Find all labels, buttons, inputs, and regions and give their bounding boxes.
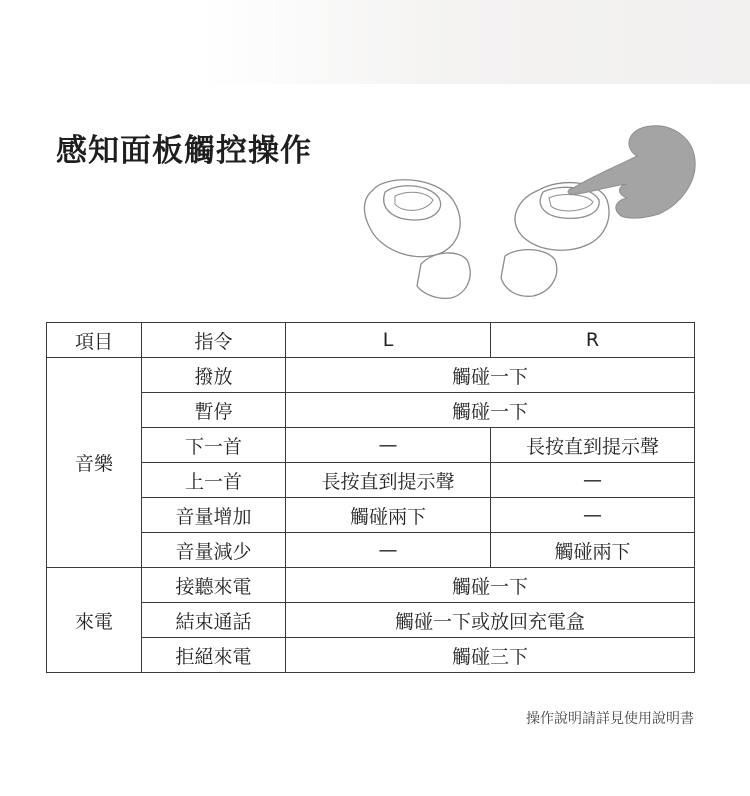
right-action-cell: — [491,463,695,498]
command-cell: 接聽來電 [142,568,286,603]
action-cell: 觸碰三下 [286,638,695,673]
right-action-cell: 觸碰兩下 [491,533,695,568]
table-row [47,638,695,673]
table-row [47,393,695,428]
table-row [47,533,695,568]
action-cell: 觸碰一下或放回充電盒 [286,603,695,638]
command-cell: 音量增加 [142,498,286,533]
category-cell: 來電 [47,568,142,673]
table-row [47,463,695,498]
command-cell: 上一首 [142,463,286,498]
command-cell: 拒絕來電 [142,638,286,673]
command-cell: 結束通話 [142,603,286,638]
right-earbud [501,183,609,297]
action-cell: 觸碰一下 [286,393,695,428]
left-action-cell: — [286,428,491,463]
table-row [47,568,695,603]
table-row [47,603,695,638]
command-cell: 撥放 [142,358,286,393]
earbuds-touch-illustration [355,120,700,310]
command-cell: 下一首 [142,428,286,463]
action-cell: 觸碰一下 [286,568,695,603]
left-action-cell: 觸碰兩下 [286,498,491,533]
command-cell: 音量減少 [142,533,286,568]
command-cell: 暫停 [142,393,286,428]
category-cell: 音樂 [47,358,142,568]
left-action-cell: — [286,533,491,568]
table-row [47,358,695,393]
left-earbud [364,180,470,299]
table-header-row [47,323,695,358]
header-item: 項目 [47,323,142,358]
product-photo-strip [200,0,750,84]
touch-command-table [46,322,695,673]
header-command: 指令 [142,323,286,358]
left-action-cell: 長按直到提示聲 [286,463,491,498]
header-right: R [491,323,695,358]
page-title: 感知面板觸控操作 [56,132,312,169]
right-action-cell: 長按直到提示聲 [491,428,695,463]
table-row [47,428,695,463]
manual-footnote: 操作說明請詳見使用說明書 [526,711,694,727]
header-left: L [286,323,491,358]
table-row [47,498,695,533]
right-action-cell: — [491,498,695,533]
action-cell: 觸碰一下 [286,358,695,393]
